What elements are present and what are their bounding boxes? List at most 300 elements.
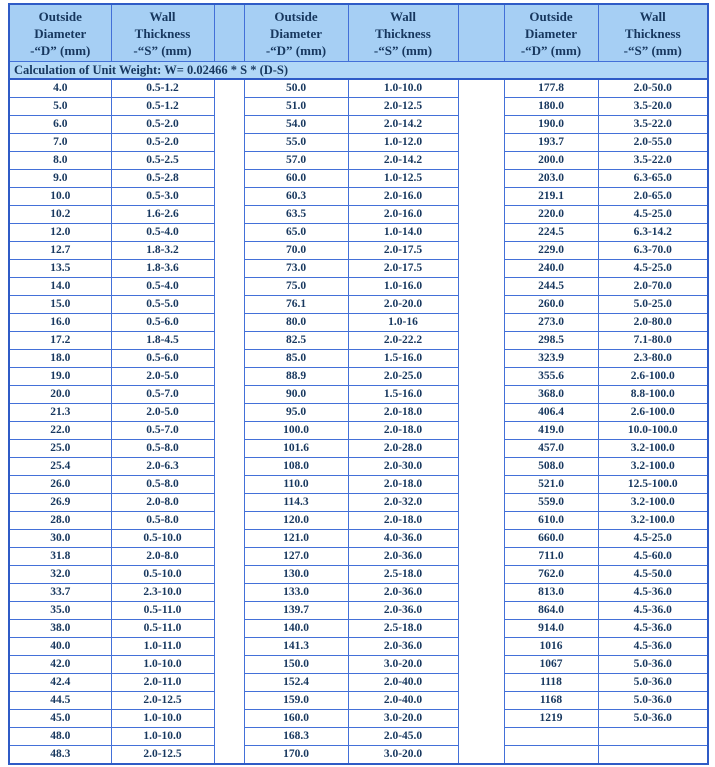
outside-diameter-cell: 508.0 xyxy=(504,458,598,476)
wall-thickness-cell: 0.5-1.2 xyxy=(111,79,214,98)
outside-diameter-cell: 368.0 xyxy=(504,386,598,404)
column-spacer xyxy=(458,152,504,170)
wall-thickness-cell: 3.5-22.0 xyxy=(598,152,708,170)
table-row xyxy=(9,116,708,134)
outside-diameter-cell: 141.3 xyxy=(244,638,348,656)
outside-diameter-cell: 16.0 xyxy=(9,314,111,332)
outside-diameter-cell: 224.5 xyxy=(504,224,598,242)
column-spacer xyxy=(458,116,504,134)
wall-thickness-header-1 xyxy=(111,4,214,62)
column-spacer xyxy=(458,260,504,278)
column-spacer xyxy=(458,242,504,260)
outside-diameter-cell xyxy=(504,728,598,746)
outside-diameter-cell: 130.0 xyxy=(244,566,348,584)
pipe-dimensions-table xyxy=(8,3,709,765)
outside-diameter-cell: 38.0 xyxy=(9,620,111,638)
header-line: -“D” (mm) xyxy=(265,42,327,58)
table-row xyxy=(9,386,708,404)
column-spacer xyxy=(458,278,504,296)
column-spacer xyxy=(458,548,504,566)
outside-diameter-cell: 44.5 xyxy=(9,692,111,710)
header-line: Diameter xyxy=(34,25,87,41)
wall-thickness-cell: 4.5-25.0 xyxy=(598,260,708,278)
wall-thickness-cell: 1.0-10.0 xyxy=(111,656,214,674)
wall-thickness-cell: 2.0-8.0 xyxy=(111,548,214,566)
wall-thickness-cell: 0.5-2.5 xyxy=(111,152,214,170)
wall-thickness-cell: 2.0-40.0 xyxy=(348,674,458,692)
table-row xyxy=(9,206,708,224)
outside-diameter-cell: 76.1 xyxy=(244,296,348,314)
column-spacer xyxy=(214,530,244,548)
outside-diameter-cell: 15.0 xyxy=(9,296,111,314)
outside-diameter-cell: 88.9 xyxy=(244,368,348,386)
table-row xyxy=(9,566,708,584)
wall-thickness-cell: 1.8-4.5 xyxy=(111,332,214,350)
table-row xyxy=(9,152,708,170)
column-spacer xyxy=(214,134,244,152)
outside-diameter-cell: 63.5 xyxy=(244,206,348,224)
header-line: Wall xyxy=(639,8,666,24)
wall-thickness-cell xyxy=(598,728,708,746)
wall-thickness-cell: 1.0-12.0 xyxy=(348,134,458,152)
wall-thickness-cell: 1.8-3.6 xyxy=(111,260,214,278)
wall-thickness-cell: 1.8-3.2 xyxy=(111,242,214,260)
outside-diameter-cell: 12.7 xyxy=(9,242,111,260)
column-spacer xyxy=(458,386,504,404)
header-line: -“S” (mm) xyxy=(373,42,433,58)
outside-diameter-header-2 xyxy=(244,4,348,62)
table-row xyxy=(9,296,708,314)
table-row xyxy=(9,728,708,746)
column-spacer xyxy=(214,404,244,422)
outside-diameter-cell: 101.6 xyxy=(244,440,348,458)
column-spacer xyxy=(458,692,504,710)
outside-diameter-cell: 864.0 xyxy=(504,602,598,620)
column-spacer xyxy=(214,116,244,134)
wall-thickness-cell: 2.0-12.5 xyxy=(111,746,214,765)
outside-diameter-cell: 57.0 xyxy=(244,152,348,170)
wall-thickness-cell: 0.5-3.0 xyxy=(111,188,214,206)
outside-diameter-cell: 193.7 xyxy=(504,134,598,152)
column-spacer xyxy=(214,170,244,188)
outside-diameter-cell: 139.7 xyxy=(244,602,348,620)
outside-diameter-cell: 82.5 xyxy=(244,332,348,350)
wall-thickness-cell: 4.5-36.0 xyxy=(598,620,708,638)
outside-diameter-cell: 180.0 xyxy=(504,98,598,116)
wall-thickness-cell: 2.5-18.0 xyxy=(348,620,458,638)
outside-diameter-cell: 108.0 xyxy=(244,458,348,476)
wall-thickness-cell: 4.5-60.0 xyxy=(598,548,708,566)
wall-thickness-cell: 0.5-4.0 xyxy=(111,278,214,296)
wall-thickness-cell: 0.5-4.0 xyxy=(111,224,214,242)
outside-diameter-cell: 25.0 xyxy=(9,440,111,458)
table-row xyxy=(9,422,708,440)
header-line: Thickness xyxy=(134,25,191,41)
wall-thickness-cell: 2.0-50.0 xyxy=(598,79,708,98)
wall-thickness-cell: 12.5-100.0 xyxy=(598,476,708,494)
column-spacer xyxy=(214,476,244,494)
wall-thickness-cell: 0.5-11.0 xyxy=(111,620,214,638)
calc-row xyxy=(9,62,708,80)
column-spacer xyxy=(214,638,244,656)
outside-diameter-header-3 xyxy=(504,4,598,62)
column-spacer xyxy=(458,314,504,332)
outside-diameter-cell: 5.0 xyxy=(9,98,111,116)
outside-diameter-cell: 260.0 xyxy=(504,296,598,314)
header-line: Outside xyxy=(274,8,318,24)
wall-thickness-cell: 1.5-16.0 xyxy=(348,386,458,404)
table-row xyxy=(9,656,708,674)
wall-thickness-cell: 0.5-6.0 xyxy=(111,350,214,368)
outside-diameter-cell: 75.0 xyxy=(244,278,348,296)
table-row xyxy=(9,746,708,765)
outside-diameter-cell: 1016 xyxy=(504,638,598,656)
wall-thickness-cell: 5.0-36.0 xyxy=(598,656,708,674)
wall-thickness-cell: 1.0-10.0 xyxy=(111,728,214,746)
wall-thickness-cell: 4.5-25.0 xyxy=(598,206,708,224)
column-spacer xyxy=(214,368,244,386)
outside-diameter-cell: 60.0 xyxy=(244,170,348,188)
outside-diameter-cell: 90.0 xyxy=(244,386,348,404)
column-spacer xyxy=(214,566,244,584)
outside-diameter-cell: 12.0 xyxy=(9,224,111,242)
wall-thickness-cell: 2.3-10.0 xyxy=(111,584,214,602)
wall-thickness-cell: 3.2-100.0 xyxy=(598,494,708,512)
table-header-row xyxy=(9,4,708,62)
header-line: -“D” (mm) xyxy=(30,42,91,58)
wall-thickness-header-2 xyxy=(348,4,458,62)
outside-diameter-cell: 273.0 xyxy=(504,314,598,332)
header-spacer xyxy=(458,4,504,62)
header-spacer xyxy=(214,4,244,62)
header-line: -“D” (mm) xyxy=(520,42,582,58)
outside-diameter-cell: 42.0 xyxy=(9,656,111,674)
wall-thickness-cell: 0.5-8.0 xyxy=(111,512,214,530)
wall-thickness-cell: 4.5-50.0 xyxy=(598,566,708,584)
wall-thickness-cell: 2.0-32.0 xyxy=(348,494,458,512)
wall-thickness-cell: 3.0-20.0 xyxy=(348,746,458,765)
outside-diameter-cell: 28.0 xyxy=(9,512,111,530)
outside-diameter-cell: 150.0 xyxy=(244,656,348,674)
wall-thickness-cell: 1.0-12.5 xyxy=(348,170,458,188)
outside-diameter-cell: 50.0 xyxy=(244,79,348,98)
wall-thickness-cell: 2.0-36.0 xyxy=(348,548,458,566)
outside-diameter-cell: 14.0 xyxy=(9,278,111,296)
outside-diameter-cell: 355.6 xyxy=(504,368,598,386)
wall-thickness-cell: 0.5-10.0 xyxy=(111,566,214,584)
column-spacer xyxy=(458,674,504,692)
header-line: Outside xyxy=(38,8,82,24)
column-spacer xyxy=(214,278,244,296)
outside-diameter-cell: 48.0 xyxy=(9,728,111,746)
wall-thickness-cell: 0.5-8.0 xyxy=(111,476,214,494)
outside-diameter-cell: 51.0 xyxy=(244,98,348,116)
wall-thickness-cell: 1.6-2.6 xyxy=(111,206,214,224)
column-spacer xyxy=(214,260,244,278)
wall-thickness-cell: 5.0-36.0 xyxy=(598,692,708,710)
wall-thickness-cell: 6.3-70.0 xyxy=(598,242,708,260)
table-row xyxy=(9,350,708,368)
wall-thickness-cell: 4.5-36.0 xyxy=(598,584,708,602)
outside-diameter-cell: 7.0 xyxy=(9,134,111,152)
table-body xyxy=(9,79,708,764)
column-spacer xyxy=(214,386,244,404)
wall-thickness-cell: 0.5-7.0 xyxy=(111,386,214,404)
wall-thickness-cell: 2.0-25.0 xyxy=(348,368,458,386)
column-spacer xyxy=(214,440,244,458)
outside-diameter-cell: 914.0 xyxy=(504,620,598,638)
outside-diameter-cell: 160.0 xyxy=(244,710,348,728)
wall-thickness-cell: 0.5-6.0 xyxy=(111,314,214,332)
wall-thickness-cell: 4.5-25.0 xyxy=(598,530,708,548)
column-spacer xyxy=(214,512,244,530)
outside-diameter-cell: 25.4 xyxy=(9,458,111,476)
header-line: Diameter xyxy=(270,25,322,41)
wall-thickness-cell: 7.1-80.0 xyxy=(598,332,708,350)
wall-thickness-cell: 1.0-10.0 xyxy=(111,710,214,728)
wall-thickness-cell: 5.0-25.0 xyxy=(598,296,708,314)
column-spacer xyxy=(214,206,244,224)
outside-diameter-cell: 220.0 xyxy=(504,206,598,224)
column-spacer xyxy=(458,98,504,116)
wall-thickness-cell: 0.5-2.0 xyxy=(111,116,214,134)
outside-diameter-cell: 559.0 xyxy=(504,494,598,512)
column-spacer xyxy=(458,602,504,620)
wall-thickness-cell: 3.5-22.0 xyxy=(598,116,708,134)
wall-thickness-cell: 2.0-65.0 xyxy=(598,188,708,206)
column-spacer xyxy=(214,728,244,746)
table-row xyxy=(9,584,708,602)
wall-thickness-cell: 2.0-17.5 xyxy=(348,260,458,278)
wall-thickness-cell: 4.5-36.0 xyxy=(598,602,708,620)
wall-thickness-cell: 2.0-17.5 xyxy=(348,242,458,260)
outside-diameter-cell: 1168 xyxy=(504,692,598,710)
wall-thickness-cell: 0.5-10.0 xyxy=(111,530,214,548)
outside-diameter-cell: 133.0 xyxy=(244,584,348,602)
outside-diameter-cell: 54.0 xyxy=(244,116,348,134)
wall-thickness-cell: 1.0-14.0 xyxy=(348,224,458,242)
wall-thickness-cell: 2.0-5.0 xyxy=(111,368,214,386)
table-row xyxy=(9,458,708,476)
wall-thickness-cell: 3.2-100.0 xyxy=(598,512,708,530)
column-spacer xyxy=(458,476,504,494)
wall-thickness-cell: 2.0-40.0 xyxy=(348,692,458,710)
column-spacer xyxy=(214,494,244,512)
column-spacer xyxy=(458,206,504,224)
wall-thickness-cell: 2.0-6.3 xyxy=(111,458,214,476)
column-spacer xyxy=(458,422,504,440)
column-spacer xyxy=(214,602,244,620)
column-spacer xyxy=(458,404,504,422)
wall-thickness-cell: 2.0-12.5 xyxy=(348,98,458,116)
outside-diameter-cell: 660.0 xyxy=(504,530,598,548)
outside-diameter-cell: 10.2 xyxy=(9,206,111,224)
wall-thickness-cell: 1.0-16.0 xyxy=(348,278,458,296)
outside-diameter-cell: 31.8 xyxy=(9,548,111,566)
outside-diameter-cell: 190.0 xyxy=(504,116,598,134)
wall-thickness-cell: 1.0-11.0 xyxy=(111,638,214,656)
column-spacer xyxy=(214,332,244,350)
outside-diameter-cell: 406.4 xyxy=(504,404,598,422)
outside-diameter-cell: 152.4 xyxy=(244,674,348,692)
outside-diameter-cell: 127.0 xyxy=(244,548,348,566)
header-line: Thickness xyxy=(624,25,681,41)
outside-diameter-cell: 20.0 xyxy=(9,386,111,404)
table-row xyxy=(9,260,708,278)
outside-diameter-cell: 8.0 xyxy=(9,152,111,170)
column-spacer xyxy=(214,152,244,170)
wall-thickness-cell: 2.0-18.0 xyxy=(348,404,458,422)
wall-thickness-cell: 3.2-100.0 xyxy=(598,458,708,476)
column-spacer xyxy=(214,79,244,98)
wall-thickness-cell: 0.5-2.0 xyxy=(111,134,214,152)
outside-diameter-cell: 457.0 xyxy=(504,440,598,458)
wall-thickness-cell: 2.0-12.5 xyxy=(111,692,214,710)
outside-diameter-cell: 1118 xyxy=(504,674,598,692)
wall-thickness-cell: 1.0-16 xyxy=(348,314,458,332)
column-spacer xyxy=(214,188,244,206)
column-spacer xyxy=(458,512,504,530)
table-row xyxy=(9,638,708,656)
outside-diameter-cell: 17.2 xyxy=(9,332,111,350)
wall-thickness-cell: 2.0-18.0 xyxy=(348,476,458,494)
outside-diameter-cell: 298.5 xyxy=(504,332,598,350)
wall-thickness-cell: 4.5-36.0 xyxy=(598,638,708,656)
wall-thickness-header-3 xyxy=(598,4,708,62)
column-spacer xyxy=(214,548,244,566)
column-spacer xyxy=(458,638,504,656)
outside-diameter-cell: 60.3 xyxy=(244,188,348,206)
wall-thickness-cell: 2.0-16.0 xyxy=(348,188,458,206)
outside-diameter-cell: 200.0 xyxy=(504,152,598,170)
wall-thickness-cell: 2.0-20.0 xyxy=(348,296,458,314)
unit-weight-formula: Calculation of Unit Weight: W= 0.02466 * S * (D-S) xyxy=(9,62,708,80)
column-spacer xyxy=(214,422,244,440)
outside-diameter-cell: 85.0 xyxy=(244,350,348,368)
column-spacer xyxy=(458,134,504,152)
outside-diameter-cell: 1219 xyxy=(504,710,598,728)
column-spacer xyxy=(214,656,244,674)
wall-thickness-cell: 2.0-8.0 xyxy=(111,494,214,512)
wall-thickness-cell: 3.0-20.0 xyxy=(348,710,458,728)
column-spacer xyxy=(214,296,244,314)
outside-diameter-cell: 110.0 xyxy=(244,476,348,494)
column-spacer xyxy=(458,440,504,458)
wall-thickness-cell: 2.0-14.2 xyxy=(348,116,458,134)
outside-diameter-cell: 762.0 xyxy=(504,566,598,584)
outside-diameter-cell: 114.3 xyxy=(244,494,348,512)
outside-diameter-cell: 42.4 xyxy=(9,674,111,692)
table-row xyxy=(9,494,708,512)
wall-thickness-cell: 0.5-1.2 xyxy=(111,98,214,116)
column-spacer xyxy=(458,656,504,674)
outside-diameter-cell: 9.0 xyxy=(9,170,111,188)
outside-diameter-cell: 65.0 xyxy=(244,224,348,242)
table-row xyxy=(9,692,708,710)
outside-diameter-cell: 40.0 xyxy=(9,638,111,656)
header-line: Diameter xyxy=(525,25,577,41)
outside-diameter-cell: 26.9 xyxy=(9,494,111,512)
wall-thickness-cell: 3.5-20.0 xyxy=(598,98,708,116)
column-spacer xyxy=(214,692,244,710)
header-line: Thickness xyxy=(375,25,431,41)
column-spacer xyxy=(458,584,504,602)
outside-diameter-cell: 10.0 xyxy=(9,188,111,206)
wall-thickness-cell: 2.0-30.0 xyxy=(348,458,458,476)
column-spacer xyxy=(458,350,504,368)
outside-diameter-cell: 95.0 xyxy=(244,404,348,422)
table-row xyxy=(9,170,708,188)
column-spacer xyxy=(458,566,504,584)
column-spacer xyxy=(214,620,244,638)
outside-diameter-cell: 219.1 xyxy=(504,188,598,206)
outside-diameter-cell: 240.0 xyxy=(504,260,598,278)
table-row xyxy=(9,548,708,566)
wall-thickness-cell: 3.0-20.0 xyxy=(348,656,458,674)
outside-diameter-cell: 73.0 xyxy=(244,260,348,278)
wall-thickness-cell xyxy=(598,746,708,765)
header-line: -“S” (mm) xyxy=(623,42,682,58)
table-row xyxy=(9,440,708,458)
header-line: Wall xyxy=(149,8,176,24)
table-row xyxy=(9,332,708,350)
outside-diameter-cell: 33.7 xyxy=(9,584,111,602)
column-spacer xyxy=(458,296,504,314)
column-spacer xyxy=(214,710,244,728)
table-row xyxy=(9,188,708,206)
outside-diameter-cell: 121.0 xyxy=(244,530,348,548)
table-row xyxy=(9,620,708,638)
column-spacer xyxy=(458,79,504,98)
wall-thickness-cell: 2.0-16.0 xyxy=(348,206,458,224)
wall-thickness-cell: 0.5-8.0 xyxy=(111,440,214,458)
table-row xyxy=(9,368,708,386)
wall-thickness-cell: 2.0-70.0 xyxy=(598,278,708,296)
header-line: Outside xyxy=(529,8,573,24)
outside-diameter-cell: 711.0 xyxy=(504,548,598,566)
column-spacer xyxy=(458,710,504,728)
outside-diameter-cell xyxy=(504,746,598,765)
outside-diameter-cell: 48.3 xyxy=(9,746,111,765)
wall-thickness-cell: 2.0-14.2 xyxy=(348,152,458,170)
wall-thickness-cell: 2.0-28.0 xyxy=(348,440,458,458)
column-spacer xyxy=(458,332,504,350)
outside-diameter-cell: 610.0 xyxy=(504,512,598,530)
table-row xyxy=(9,602,708,620)
wall-thickness-cell: 2.5-18.0 xyxy=(348,566,458,584)
table-row xyxy=(9,710,708,728)
wall-thickness-cell: 0.5-2.8 xyxy=(111,170,214,188)
outside-diameter-cell: 30.0 xyxy=(9,530,111,548)
column-spacer xyxy=(214,224,244,242)
wall-thickness-cell: 6.3-65.0 xyxy=(598,170,708,188)
wall-thickness-cell: 6.3-14.2 xyxy=(598,224,708,242)
table-row xyxy=(9,278,708,296)
column-spacer xyxy=(458,530,504,548)
table-row xyxy=(9,98,708,116)
outside-diameter-cell: 120.0 xyxy=(244,512,348,530)
wall-thickness-cell: 2.0-11.0 xyxy=(111,674,214,692)
outside-diameter-cell: 177.8 xyxy=(504,79,598,98)
column-spacer xyxy=(214,98,244,116)
column-spacer xyxy=(458,620,504,638)
outside-diameter-header-1 xyxy=(9,4,111,62)
wall-thickness-cell: 2.0-80.0 xyxy=(598,314,708,332)
column-spacer xyxy=(214,674,244,692)
table-row xyxy=(9,242,708,260)
outside-diameter-cell: 55.0 xyxy=(244,134,348,152)
column-spacer xyxy=(214,584,244,602)
